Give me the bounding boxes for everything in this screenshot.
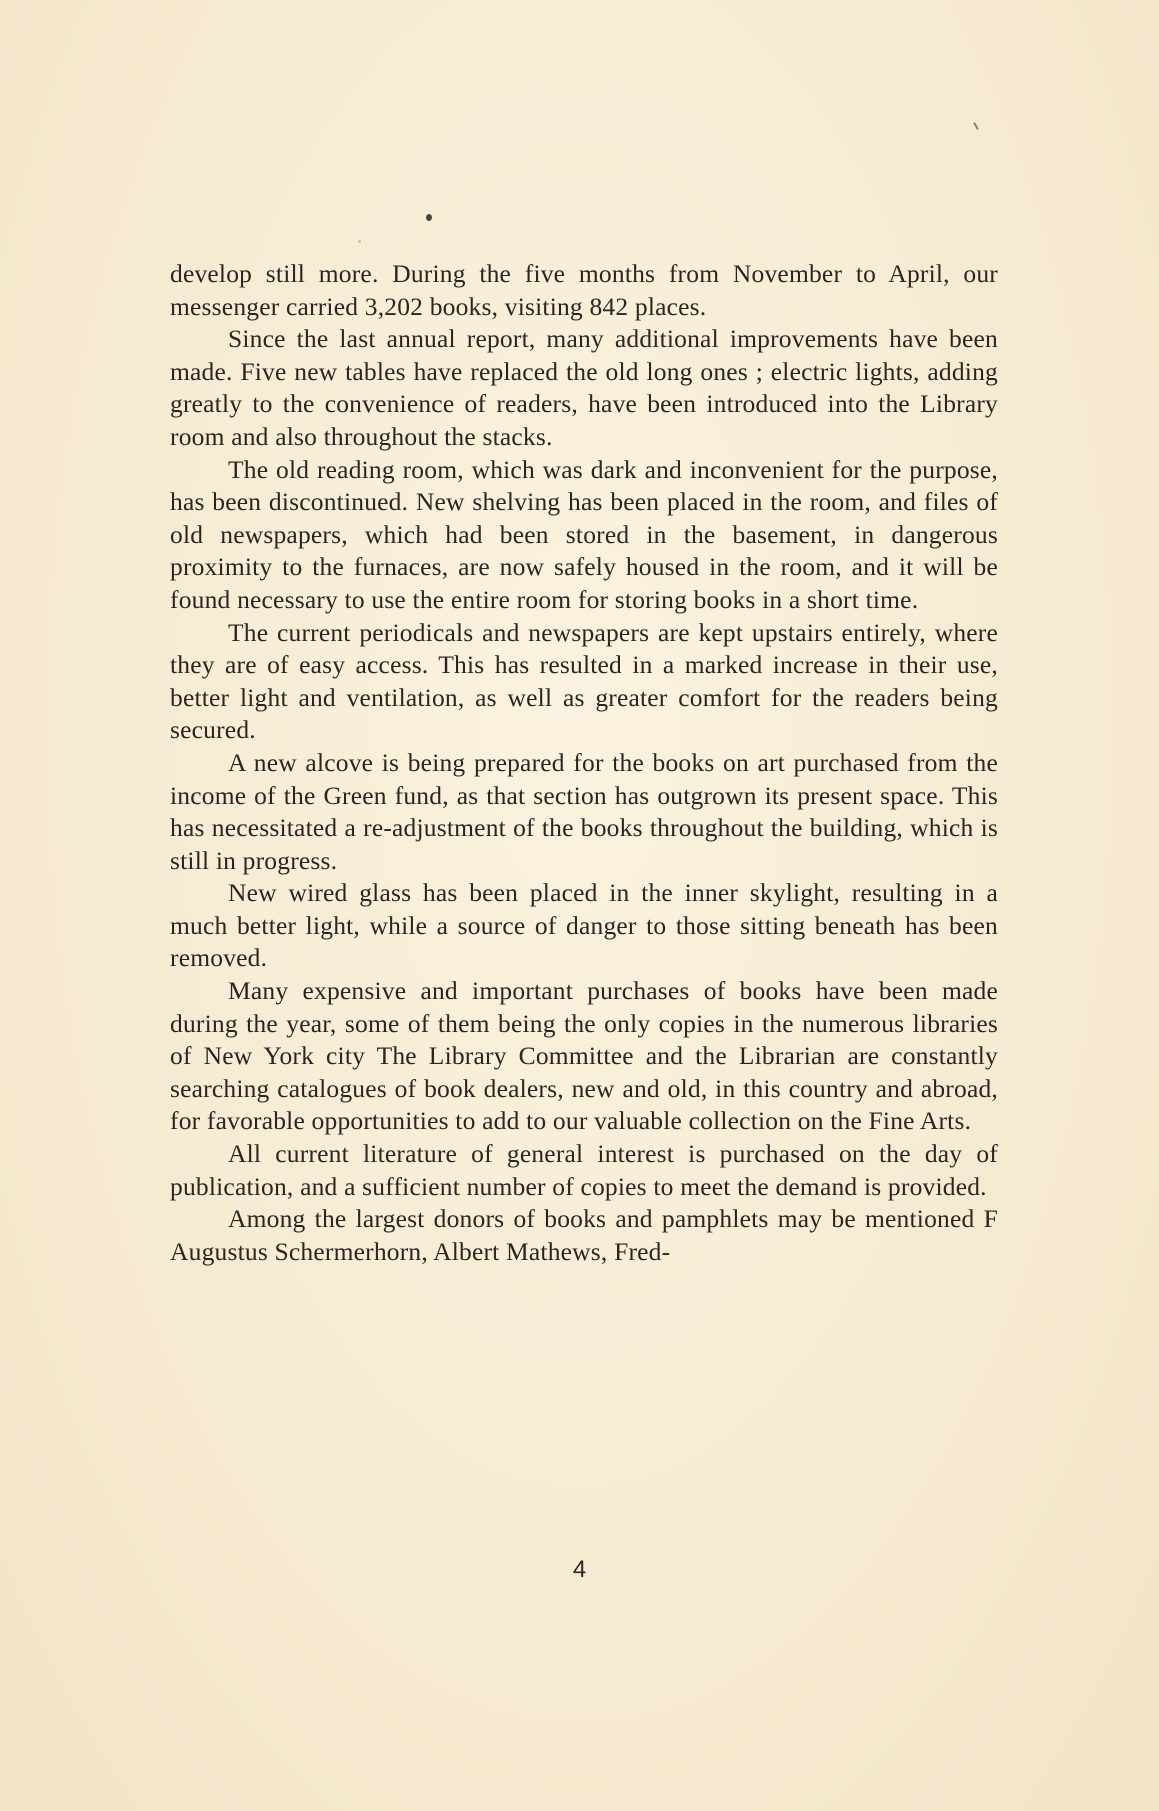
page-number: 4 — [572, 1556, 587, 1583]
paragraph-purchases: Many expensive and important purchases of books have been made during the year, some of them being the only copies in the numerous libraries of New York city The Library Committee and the Librarian are constantly searching catalogues of book dealers, new and old, in this country and abroad, for favorable opportunities to add to our valuable collection on the Fine Arts. — [170, 976, 998, 1136]
paper-blemish — [358, 240, 361, 243]
paragraph-periodicals: The current periodicals and newspapers are kept upstairs entirely, where they are of easy access. This has resulted in a marked increase in their use, better light and ventilation, as well as greater comfort for the readers being secured. — [170, 617, 998, 745]
paragraph-reading-room: The old reading room, which was dark and inconvenient for the purpose, has been discontinued. New shelving has been placed in the room, and files of old newspapers, which had been stored in the basement, in dangerous proximity to the furnaces, are now safely housed in the room, and it will be found necessary to use the entire room for storing books in a short time. — [170, 454, 998, 614]
paragraph-alcove: A new alcove is being prepared for the books on art purchased from the income of the Green fund, as that section has outgrown its present space. This has necessitated a re-adjustment of the books throughout the building, which is still in progress. — [170, 747, 998, 875]
ink-speck — [426, 214, 432, 221]
paragraph-current-literature: All current literature of general interest is purchased on the day of publication, and a sufficient number of copies to meet the demand is provided. — [170, 1139, 998, 1201]
paragraph-skylight: New wired glass has been placed in the inner skylight, resulting in a much better light, while a source of danger to those sitting beneath has been removed. — [170, 878, 998, 973]
paragraph-donors: Among the largest donors of books and pamphlets may be mentioned F Augustus Schermerhorn, Albert Mathews, Fred- — [170, 1204, 998, 1266]
ink-mark — [973, 122, 979, 130]
paragraph-improvements: Since the last annual report, many additional improvements have been made. Five new tables have replaced the old long ones ; electric lights, adding greatly to the convenience of readers, have been introduced into the Library room and also throughout the stacks. — [170, 324, 998, 451]
paragraph-messenger: develop still more. During the five months from November to April, our messenger carried 3,202 books, visiting 842 places. — [170, 259, 998, 321]
body-text — [170, 258, 998, 1268]
